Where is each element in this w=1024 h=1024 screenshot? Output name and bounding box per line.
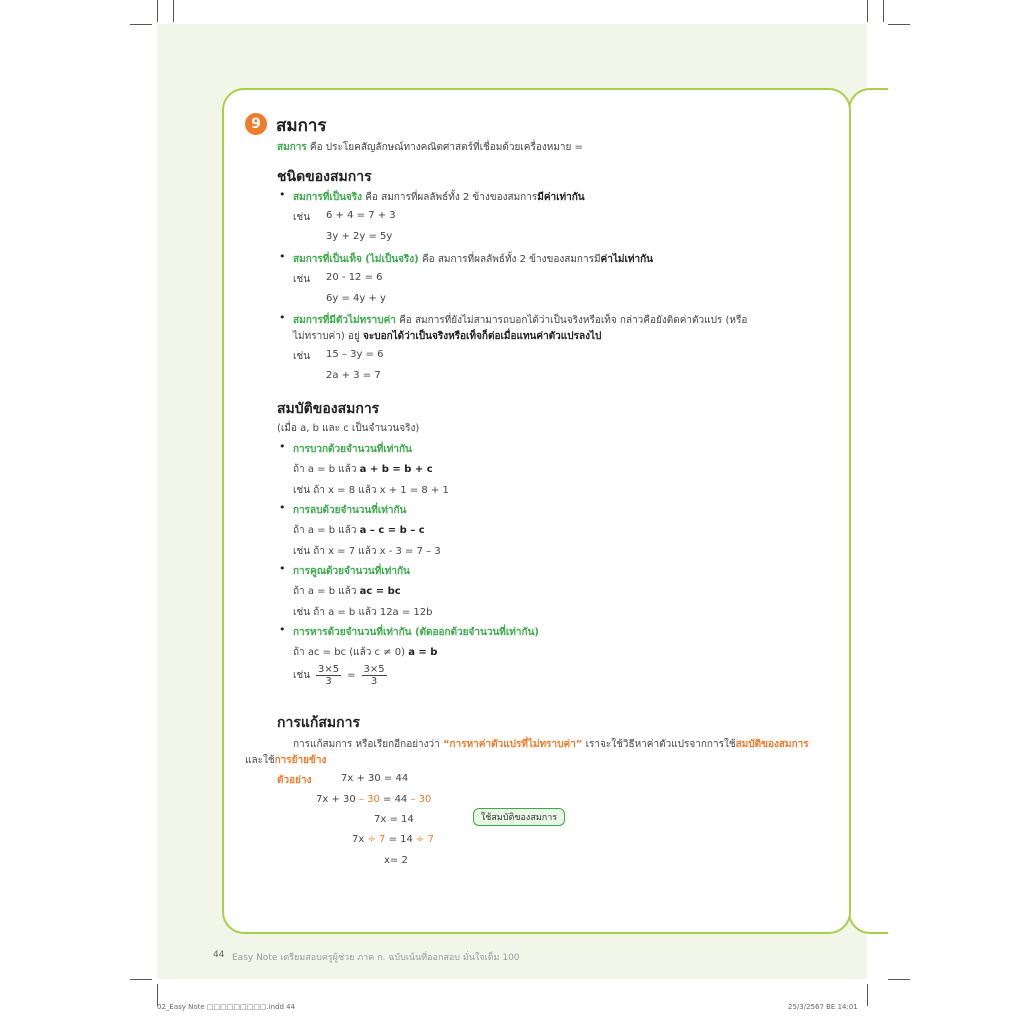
unknown-equation-line-1 [293,313,747,328]
fraction-left-numerator: 3×5 [318,664,340,675]
step-2-part-b: – 30 [358,794,380,805]
div-property-rule-line [293,645,437,660]
unknown-equation-term: สมการที่มีตัวไม่ทราบค่า [293,315,396,326]
crop-mark [867,0,868,22]
mul-property-rule-line [293,584,401,599]
fraction-left [316,664,341,687]
solving-text-1: การแก้สมการ หรือเรียกอีกอย่างว่า [293,739,443,750]
solution-step-2 [316,794,431,805]
solving-text-3: และใช้ [245,755,275,766]
sub-rule-prefix: ถ้า a = b แล้ว [293,525,360,536]
slug-timestamp: 25/3/2567 BE 14:01 [788,1003,858,1011]
crop-mark [867,984,868,1006]
definition-term: สมการ [277,142,307,153]
unknown-example-2: 2a + 3 = 7 [326,370,381,381]
step-2-part-d: – 30 [410,794,432,805]
bullet-dot: • [279,501,286,514]
fraction-left-denominator: 3 [325,676,332,687]
definition-text: คือ ประโยคสัญลักษณ์ทางคณิตศาสตร์ที่เชื่อมด้วยเครื่องหมาย = [306,142,583,153]
fraction-right-denominator: 3 [370,676,378,687]
solution-step-4 [352,834,434,845]
add-property-example: เช่น ถ้า x = 8 แล้ว x + 1 = 8 + 1 [293,485,449,496]
bullet-dot: • [279,188,286,201]
page-number: 44 [213,950,225,960]
solution-step-5: x= 2 [384,855,408,866]
section-number-badge: 9 [245,113,267,135]
example-label: เช่น [293,274,311,285]
unknown-equation-line-2 [293,329,601,344]
false-equation-bold: ค่าไม่เท่ากัน [600,254,653,265]
definition-line [277,140,583,155]
solving-term-properties: สมบัติของสมการ [735,739,809,750]
crop-mark [888,979,910,980]
mul-property-title: การคูณด้วยจำนวนที่เท่ากัน [293,566,410,577]
unknown-equation-bold: จะบอกได้ว่าเป็นจริงหรือเท็จก็ต่อเมื่อแทนค่าตัวแปรลงไป [362,331,602,342]
bullet-dot: • [279,440,286,453]
false-example-1: 20 - 12 = 6 [326,272,383,283]
sub-rule: a – c = b – c [359,525,425,536]
unknown-equation-text-2: ไม่ทราบค่า) อยู่ [293,331,363,342]
add-property-rule-line [293,462,433,477]
unknown-example-1: 15 – 3y = 6 [326,349,384,360]
unknown-equation-text: คือ สมการที่ยังไม่สามารถบอกได้ว่าเป็นจริงหรือเท็จ กล่าวคือยังติดค่าตัวแปร (หรือ [395,315,748,326]
add-rule: a + b = b + c [359,464,433,475]
property-hint-label: ใช้สมบัติของสมการ [473,808,565,826]
solving-paragraph-line-2 [245,753,326,768]
div-property-example [293,664,387,687]
step-4-part-c: = 14 [385,834,417,845]
solution-step-3: 7x = 14 [374,814,414,825]
crop-mark [157,0,158,22]
mul-rule-prefix: ถ้า a = b แล้ว [293,586,360,597]
false-equation-line [293,252,653,267]
example-label: เช่น [293,212,311,223]
bullet-dot: • [279,562,286,575]
slug-file-name: 02_Easy Note □□□□□□□□□.indd 44 [157,1003,296,1011]
page-tab-frame [848,88,888,934]
equals-sign: = [347,670,356,681]
crop-mark [888,24,910,25]
false-equation-text: คือ สมการที่ผลลัพธ์ทั้ง 2 ข้างของสมการมี [418,254,601,265]
crop-mark [883,0,884,22]
true-equation-line [293,190,585,205]
bullet-dot: • [279,623,286,636]
step-4-part-b: ÷ 7 [367,834,386,845]
example-heading: ตัวอย่าง [277,775,312,786]
add-property-title: การบวกด้วยจำนวนที่เท่ากัน [293,444,412,455]
false-equation-term: สมการที่เป็นเท็จ (ไม่เป็นจริง) [293,254,419,265]
bullet-dot: • [279,311,286,324]
crop-mark [173,0,174,22]
add-rule-prefix: ถ้า a = b แล้ว [293,464,360,475]
crop-mark [130,979,152,980]
step-2-part-a: 7x + 30 [316,794,359,805]
div-rule: a = b [408,647,438,658]
step-4-part-a: 7x [352,834,368,845]
sub-property-rule-line [293,523,425,538]
solution-step-1: 7x + 30 = 44 [341,773,409,784]
solving-term-transpose: การย้ายข้าง [274,755,327,766]
properties-note: (เมื่อ a, b และ c เป็นจำนวนจริง) [277,423,420,434]
true-equation-text: คือ สมการที่ผลลัพธ์ทั้ง 2 ข้างของสมการ [362,192,538,203]
fraction-right [362,664,387,687]
fraction-right-numerator: 3×5 [363,664,385,675]
solving-heading: การแก้สมการ [277,715,360,731]
step-4-part-d: ÷ 7 [416,834,434,845]
properties-heading: สมบัติของสมการ [277,401,380,417]
true-example-1: 6 + 4 = 7 + 3 [326,210,396,221]
types-heading: ชนิดของสมการ [277,169,372,185]
div-property-title: การหารด้วยจำนวนที่เท่ากัน (ตัดออกด้วยจำนวนที่เท่ากัน) [293,627,539,638]
sub-property-example: เช่น ถ้า x = 7 แล้ว x - 3 = 7 – 3 [293,546,441,557]
sub-property-title: การลบด้วยจำนวนที่เท่ากัน [293,505,407,516]
section-title: สมการ [276,116,327,136]
solving-text-2: เราจะใช้วิธีหาค่าตัวแปรจากการใช้ [582,739,736,750]
true-equation-term: สมการที่เป็นจริง [293,192,363,203]
div-rule-prefix: ถ้า ac = bc (แล้ว c ≠ 0) [293,647,409,658]
false-example-2: 6y = 4y + y [326,293,386,304]
true-equation-bold: มีค่าเท่ากัน [537,192,585,203]
solving-quote: “การหาค่าตัวแปรที่ไม่ทราบค่า” [442,739,583,750]
crop-mark [130,24,152,25]
solving-paragraph-line-1 [293,737,809,752]
footer-book-title: Easy Note เตรียมสอบครูผู้ช่วย ภาค ก. ฉบับเน้นที่ออกสอบ มั่นใจเต็ม 100 [232,953,520,963]
div-example-label: เช่น [293,670,311,681]
mul-property-example: เช่น ถ้า a = b แล้ว 12a = 12b [293,607,433,618]
step-2-part-c: = 44 [379,794,411,805]
mul-rule: ac = bc [359,586,401,597]
true-example-2: 3y + 2y = 5y [326,231,393,242]
example-label: เช่น [293,351,311,362]
bullet-dot: • [279,250,286,263]
